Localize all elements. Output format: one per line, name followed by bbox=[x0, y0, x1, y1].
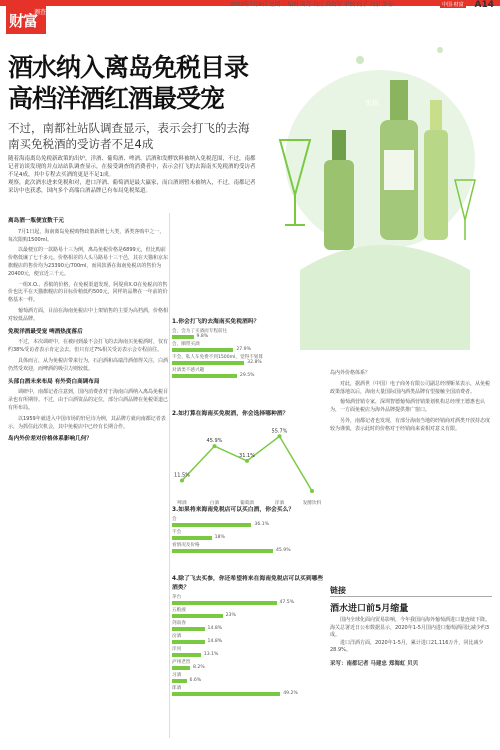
q3-row bbox=[172, 529, 327, 540]
q4-row bbox=[172, 659, 327, 670]
q2-point bbox=[310, 489, 314, 493]
paragraph: 7月1日起，海南离岛免税购物政策新增七大类，酒类客购中之一，每次限购1500ml。 bbox=[8, 228, 165, 243]
q2-x-tick: 白酒 bbox=[209, 501, 220, 506]
survey-q1-title: 1.你会打飞的去海南买免税酒吗？ bbox=[172, 319, 260, 325]
section-heading: 免税洋酒最受宠 啤酒热度落后 bbox=[8, 328, 83, 335]
q4-label: 茅台 bbox=[172, 595, 182, 600]
q2-point bbox=[278, 434, 282, 438]
q1-bar bbox=[172, 374, 237, 378]
column-divider bbox=[169, 213, 170, 738]
q3-label: 不会 bbox=[172, 530, 182, 535]
q4-value: 8.2% bbox=[193, 665, 205, 670]
q1-row bbox=[172, 367, 327, 378]
paragraph: 以1959年就进入中国市场的轩尼诗为例，其品牌方就向南都记者表示，为抓住此次机会，其中免税店中已经有长期合作。 bbox=[8, 415, 166, 430]
q4-row bbox=[172, 646, 327, 657]
folio-line: 2020年7月8日 星期三 编辑 周肖 设计 曲海军 审校 何子 刘京 朱春 bbox=[230, 2, 394, 8]
survey-q2 bbox=[172, 408, 327, 512]
link-box bbox=[330, 585, 492, 735]
q4-value: 49.2% bbox=[283, 691, 298, 696]
q4-bar bbox=[172, 666, 190, 670]
paragraph: 一组X.O.、香槟的价格，在免税渠道发现，阿堤荷X.O在免税店的售价也比平在天猫旗舰店的目标价稍低约500元，同样的品牌在一年前的价格基本一样。 bbox=[8, 281, 168, 304]
headline bbox=[8, 52, 248, 114]
section-heading: 离岛酒一瓶便宜数千元 bbox=[8, 218, 64, 224]
q4-label: 汾酒 bbox=[172, 634, 182, 639]
survey-q3-title: 3.如果将来海南免税店可以买白酒，你会买么？ bbox=[172, 507, 295, 513]
q3-value: 36.1% bbox=[254, 522, 269, 527]
subheadline: 不过，南都社站队调查显示，表示会打飞的去海南买免税酒的受访者不足4成 bbox=[8, 121, 250, 151]
survey-q4 bbox=[172, 573, 327, 698]
masthead-tag: 调查 bbox=[34, 9, 47, 16]
q4-value: 6.6% bbox=[189, 678, 202, 683]
q4-value: 13.1% bbox=[203, 652, 219, 657]
q4-label: 郎酒 bbox=[172, 686, 182, 691]
q1-value: 27.9% bbox=[236, 347, 251, 352]
q4-bar bbox=[172, 653, 201, 657]
q3-bar bbox=[172, 536, 212, 540]
q1-bar bbox=[172, 348, 233, 352]
article-column-left bbox=[8, 213, 168, 447]
q1-row bbox=[172, 341, 327, 352]
section-heading: 头部白酒未来布局 有外资白高调布局 bbox=[8, 378, 100, 385]
headline-line-2: 高档洋酒红酒最受宠 bbox=[8, 84, 225, 113]
paragraph: 另外，南都记者也发现，有部分海南当地的经销商对酒类开放持态度较为谨慎，表示此时的价格对于经销商来说相对意义有限。 bbox=[330, 417, 491, 432]
q4-label: 洋河 bbox=[172, 647, 182, 652]
q4-row bbox=[172, 685, 327, 696]
q3-value: 18% bbox=[214, 535, 225, 540]
q3-label: 看情况及价格 bbox=[172, 543, 200, 548]
paragraph: 葡萄酒营销专家，深圳智德葡萄酒营销策划机构总经理王德惠也认为，一方面免税店为海外品牌提供推广窗口。 bbox=[330, 399, 486, 414]
q2-x-tick: 啤酒 bbox=[177, 501, 187, 506]
q1-label: 会，会为了买酒而专程前往 bbox=[172, 329, 228, 334]
survey-q3 bbox=[172, 504, 327, 555]
q2-data-label: 11.5% bbox=[174, 472, 190, 479]
q4-value: 14.8% bbox=[207, 639, 223, 644]
q1-bar bbox=[172, 361, 244, 365]
q3-row bbox=[172, 516, 327, 527]
q4-value: 14.8% bbox=[207, 626, 223, 631]
q2-x-tick: 洋酒 bbox=[274, 501, 285, 506]
section-heading: 岛内外价差对价格体系影响几何？ bbox=[8, 436, 92, 443]
masthead-title: 财富 bbox=[9, 12, 38, 30]
paragraph: 调研中，南都记者注意到，国内消费者对于海南白酒纳入离岛免税目录也有所期待。不过，由于白酒资品的定位，部分白酒品牌在免税渠道已有所布局。 bbox=[8, 389, 169, 411]
q4-bar bbox=[172, 614, 223, 618]
link-box-title: 酒水进口前5月缩量 bbox=[330, 604, 409, 614]
q4-bar bbox=[172, 601, 277, 605]
q3-value: 45.9% bbox=[275, 548, 291, 553]
duty-free-sign: 免税 bbox=[365, 99, 379, 107]
q4-bar bbox=[172, 640, 205, 644]
lead-text-1: 随着海南离岛免税新政策的出炉，洋酒、葡萄酒、啤酒、活酒和发酵饮料被纳入免税范围，不过，南都记者访谈发现的并点站站队调查显示，在接受调查的消费者中，表示会打飞的去海南买免税酒的受访者不足4成，其中专程去买酒的更是不足1成。 bbox=[8, 156, 256, 178]
q3-label: 会 bbox=[172, 517, 177, 522]
q1-row bbox=[172, 354, 327, 365]
byline: 采写：南都记者 马建忠 郑海虹 贝贝 bbox=[330, 660, 419, 667]
paragraph: 国内全球化面向贸易影响，今年我国向海外葡萄酒进口量连续下降。海关总署近日公布数据显示，2020年1-5月国内进口葡萄酒同比减少约3成。 bbox=[330, 617, 491, 639]
section-tag: 中国·财富 bbox=[442, 2, 464, 8]
masthead bbox=[6, 6, 46, 34]
q4-label: 剑南春 bbox=[172, 621, 186, 626]
survey-q1 bbox=[172, 316, 327, 380]
link-box-tag: 链接 bbox=[330, 585, 492, 597]
q4-bar bbox=[172, 627, 205, 631]
q4-row bbox=[172, 607, 327, 618]
q1-row bbox=[172, 328, 327, 339]
paragraph: 以最便宜的一款路易十三为例，离岛免税价格是6899元，但比购前价格低廉了七千多元。价格相差的人头马路易十三干邑，其在天猫和京东旗舰店的售价均为23390元/700ml，而同款酒在海南免税店的售价为20400元，便宜近三千元。 bbox=[8, 247, 169, 277]
page-number: A14 bbox=[474, 0, 494, 10]
q1-bar bbox=[172, 335, 194, 339]
q3-row bbox=[172, 542, 327, 553]
q1-value: 29.5% bbox=[239, 373, 255, 378]
lead-text-2: 观察，此次酒水进来免税和对，进口洋酒、葡萄酒是最大赢家，而白酒则暂未被纳入，不过，南都记者采访中也获悉，国内多个高端白酒品牌已有布局免税渠道。 bbox=[8, 180, 256, 194]
liquor-illustration bbox=[240, 20, 490, 350]
q4-label: 泸州老窖 bbox=[172, 660, 191, 665]
q4-row bbox=[172, 594, 327, 605]
q2-series-line bbox=[182, 436, 312, 491]
survey-q2-title: 2.如打算在海南买免税酒，你会选择哪种酒？ bbox=[172, 411, 289, 417]
q3-bar bbox=[172, 523, 251, 527]
q4-row bbox=[172, 672, 327, 683]
q4-label: 习酒 bbox=[172, 673, 182, 678]
headline-line-1: 酒水纳入离岛免税目录 bbox=[8, 53, 249, 82]
survey-q4-title: 4.除了飞去买参，你还希望将来在海南免税店可以买到哪些酒类？ bbox=[172, 576, 324, 591]
paragraph: 进口洋酒方面，2020年1-5月，累计进口21,116万升，同比减少28.9%。 bbox=[330, 639, 484, 654]
q4-value: 47.5% bbox=[279, 600, 295, 605]
question-heading: 岛内外价格体系？ bbox=[330, 370, 371, 376]
article-column-right bbox=[330, 370, 492, 437]
lead-paragraph bbox=[8, 155, 258, 195]
q3-bar bbox=[172, 549, 273, 553]
q4-bar bbox=[172, 692, 280, 696]
q4-label: 五粮液 bbox=[172, 608, 186, 613]
q2-x-tick: 葡萄酒 bbox=[240, 501, 254, 506]
q4-value: 23% bbox=[225, 613, 236, 618]
q1-label: 会，顺带买酒 bbox=[172, 342, 200, 347]
q1-label: 对酒类不感兴趣 bbox=[172, 368, 205, 373]
paragraph: 不过，本次调研中，在被问到最不会打飞的去海南买免税酒时，仅有约38%受访者表示肯定会去，但只有过7%相关受访表示会专程前往。 bbox=[8, 339, 169, 354]
q1-label: 不会，私人车免费不到1500ml，觉得不划算 bbox=[172, 355, 263, 360]
q4-row bbox=[172, 620, 327, 631]
q2-point bbox=[213, 444, 217, 448]
q2-point bbox=[180, 479, 184, 483]
survey-q2-chart bbox=[172, 420, 322, 508]
q1-value: 32.8% bbox=[247, 360, 262, 365]
paragraph: 具体而言，从为免税店带来行为，石启酒和高端洋酒值得关注，白酒仍然受欢迎，而啤酒的吸引力则较低。 bbox=[8, 357, 169, 372]
q1-value: 9.8% bbox=[196, 334, 209, 339]
q2-data-label: 55.7% bbox=[271, 428, 288, 435]
q4-bar bbox=[172, 679, 187, 683]
q2-x-tick: 发酵饮料 bbox=[302, 501, 322, 506]
q4-row bbox=[172, 633, 327, 644]
paragraph: 葡萄酒方面，目前在海南免税店中上架销售的主要为高档酒，价格相对较低品牌。 bbox=[8, 307, 169, 322]
q2-data-label: 31.1% bbox=[239, 452, 255, 459]
paragraph: 对此，据酒世（中国）电子商务有限公司副总经理靳某表示，从免税政策落地以后，海南大量国际国内酒类品牌有望接触全国消费者。 bbox=[330, 380, 491, 395]
q2-point bbox=[245, 459, 249, 463]
q2-data-label: 45.9% bbox=[206, 438, 223, 445]
